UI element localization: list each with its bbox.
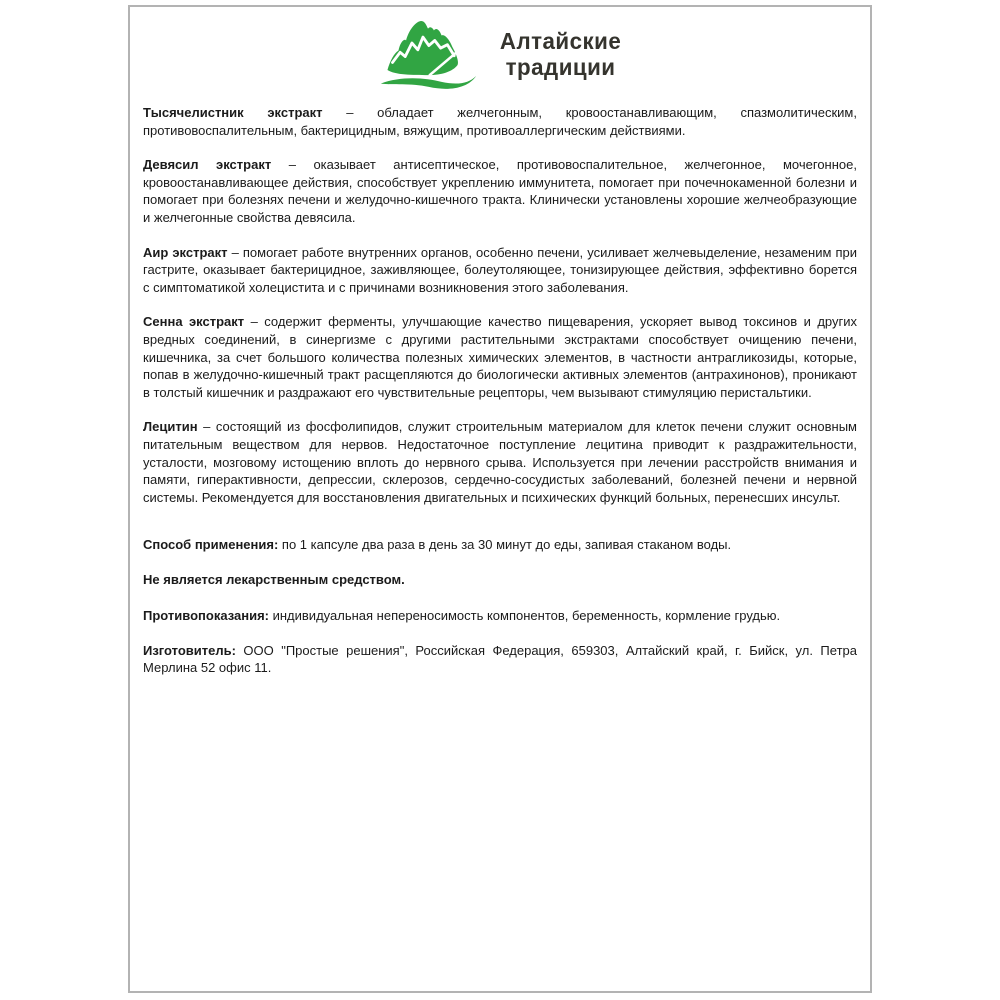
manufacturer	[143, 642, 857, 677]
ingredient-paragraph-senna	[143, 313, 857, 401]
label-notes	[143, 536, 857, 677]
ingredient-separator: –	[271, 157, 314, 173]
ingredient-paragraph-calamus	[143, 244, 857, 297]
brand-name	[500, 28, 621, 80]
ingredient-description: обладает желчегонным, кровоостанавливающим, спазмолитическим, противовоспалительным, бактерицидным, вяжущим, противоаллергическим действиями.	[143, 105, 857, 138]
label-page	[128, 5, 872, 993]
brand-logo	[143, 15, 857, 93]
ingredient-name: Сенна экстракт	[143, 314, 245, 330]
manufacturer-text: ООО "Простые решения", Российская Федерация, 659303, Алтайский край, г. Бийск, ул. Петра Мерлина 52 офис 11.	[143, 642, 857, 676]
usage-directions	[143, 536, 857, 554]
ingredient-description: оказывает антисептическое, противовоспалительное, желчегонное, мочегонное, кровоостанавливающее действия, способствует укреплению иммунитета, помогает при почечнокаменной болезни и помогает при болезнях печени и желудочно-кишечного тракта. Клинически установлены хорошие желчеобразующие и желчегонные свойства девясила.	[143, 157, 857, 225]
ingredient-separator: –	[197, 419, 216, 435]
ingredient-description: содержит ферменты, улучшающие качество пищеварения, ускоряет вывод токсинов и других вредных соединений, в синергизме с другими растительными экстрактами способствует очищению печени, кишечника, за счет большого количества полезных химических элементов, в частности антрагликозиды, которые, попав в желудочно-кишечный тракт расщепляются до биологически активных элементов (антрахинонов), проникают в толстый кишечник и раздражают его чувствительные рецепторы, чем вызывают стимуляцию перистальтики.	[143, 314, 857, 400]
ingredient-description: состоящий из фосфолипидов, служит строительным материалом для клеток печени служит основным питательным веществом для нервов. Недостаточное поступление лецитина приводит к раздражительности, усталости, мозговому истощению вплоть до нервного срыва. Используется при лечении расстройств внимания и памяти, гиперактивности, депрессии, склерозов, сердечно-сосудистых заболеваний, болезней печени и нервной системы. Рекомендуется для восстановления двигательных и психических функций больных, перенесших инсульт.	[143, 419, 857, 505]
contraindications	[143, 607, 857, 625]
not-a-medicine-label: Не является лекарственным средством.	[143, 572, 405, 588]
ingredient-name: Девясил экстракт	[143, 157, 272, 173]
contraindications-text: индивидуальная непереносимость компонентов, беременность, кормление грудью.	[269, 607, 781, 623]
label-body	[143, 104, 857, 677]
ingredient-separator: –	[227, 244, 243, 260]
ingredient-name: Тысячелистник экстракт	[143, 105, 323, 120]
ingredient-name: Аир экстракт	[143, 244, 228, 260]
ingredient-separator: –	[244, 314, 265, 330]
ingredient-paragraph-yarrow	[143, 104, 857, 139]
usage-directions-label: Способ применения:	[143, 537, 279, 553]
manufacturer-label: Изготовитель:	[143, 642, 236, 658]
ingredient-name: Лецитин	[143, 419, 198, 435]
ingredient-paragraph-elecampane	[143, 156, 857, 226]
brand-name-line2: традиции	[506, 54, 616, 80]
contraindications-label: Противопоказания:	[143, 607, 269, 623]
brand-name-line1: Алтайские	[500, 28, 622, 54]
not-a-medicine-statement	[143, 571, 857, 589]
ingredient-separator: –	[322, 105, 378, 120]
ingredient-paragraph-lecithin	[143, 418, 857, 506]
mountain-logo-icon	[376, 16, 480, 92]
usage-directions-text: по 1 капсуле два раза в день за 30 минут до еды, запивая стаканом воды.	[278, 537, 732, 553]
ingredient-description: помогает работе внутренних органов, особенно печени, усиливает желчевыделение, незаменим при гастрите, оказывает бактерицидное, заживляющее, болеутоляющее, тонизирующее действия, эффективно борется с симптоматикой холецистита и с причинами возникновения этого заболевания.	[143, 244, 857, 295]
